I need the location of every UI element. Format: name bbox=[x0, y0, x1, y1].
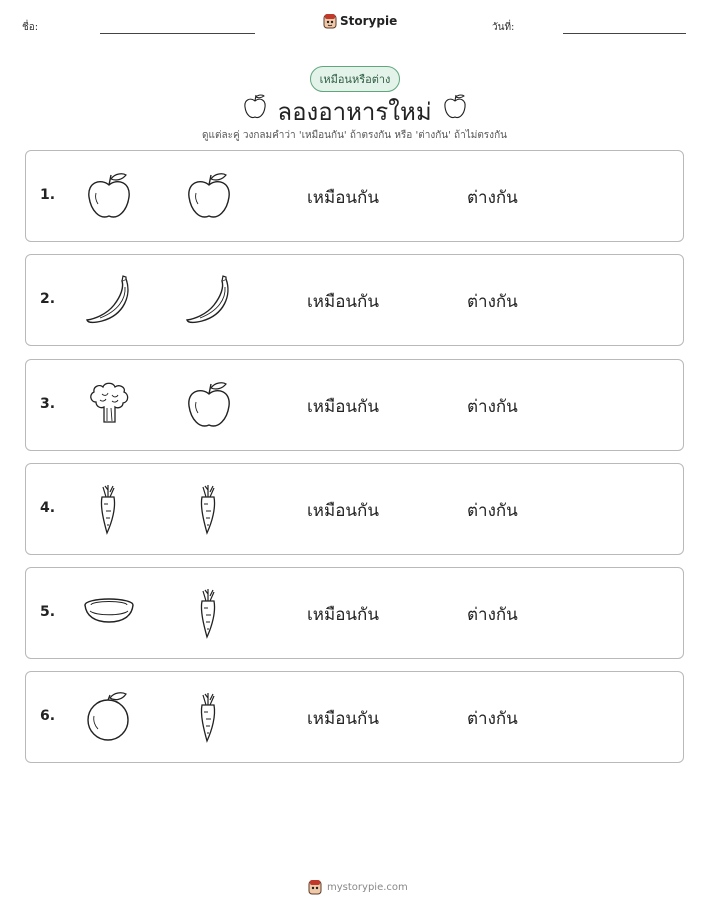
banana-icon bbox=[182, 273, 236, 327]
option-same[interactable]: เหมือนกัน bbox=[307, 605, 379, 625]
banana-icon bbox=[82, 273, 136, 327]
orange-icon bbox=[82, 690, 136, 744]
option-same[interactable]: เหมือนกัน bbox=[307, 292, 379, 312]
question-row bbox=[25, 463, 684, 555]
name-label: ชื่อ: bbox=[22, 22, 39, 33]
carrot-icon bbox=[182, 690, 236, 744]
question-number: 5. bbox=[40, 604, 56, 620]
carrot-icon bbox=[182, 482, 236, 536]
question-number: 3. bbox=[40, 396, 56, 412]
apple-icon bbox=[182, 378, 236, 432]
question-row bbox=[25, 359, 684, 451]
option-different[interactable]: ต่างกัน bbox=[467, 397, 518, 417]
option-different[interactable]: ต่างกัน bbox=[467, 188, 518, 208]
option-different[interactable]: ต่างกัน bbox=[467, 501, 518, 521]
question-row bbox=[25, 567, 684, 659]
carrot-icon bbox=[182, 586, 236, 640]
option-same[interactable]: เหมือนกัน bbox=[307, 709, 379, 729]
worksheet-type-badge: เหมือนหรือต่าง bbox=[310, 66, 400, 92]
name-line[interactable] bbox=[100, 33, 255, 34]
option-different[interactable]: ต่างกัน bbox=[467, 292, 518, 312]
date-line[interactable] bbox=[563, 33, 686, 34]
page-title: ลองอาหารใหม่ bbox=[277, 98, 432, 126]
question-number: 4. bbox=[40, 500, 56, 516]
storypie-mascot-icon bbox=[308, 879, 322, 895]
brand-name: Storypie bbox=[340, 14, 398, 28]
question-number: 2. bbox=[40, 291, 56, 307]
footer bbox=[308, 879, 408, 895]
option-same[interactable]: เหมือนกัน bbox=[307, 397, 379, 417]
carrot-icon bbox=[82, 482, 136, 536]
date-label: วันที่: bbox=[492, 22, 515, 33]
apple-icon bbox=[182, 169, 236, 223]
option-same[interactable]: เหมือนกัน bbox=[307, 501, 379, 521]
bowl-icon bbox=[82, 586, 136, 640]
instructions: ดูแต่ละคู่ วงกลมคำว่า 'เหมือนกัน' ถ้าตรงกัน หรือ 'ต่างกัน' ถ้าไม่ตรงกัน bbox=[202, 130, 507, 141]
apple-icon bbox=[82, 169, 136, 223]
question-row bbox=[25, 671, 684, 763]
footer-url[interactable]: mystorypie.com bbox=[327, 881, 408, 893]
option-different[interactable]: ต่างกัน bbox=[467, 709, 518, 729]
option-different[interactable]: ต่างกัน bbox=[467, 605, 518, 625]
broccoli-icon bbox=[82, 378, 136, 432]
question-row bbox=[25, 150, 684, 242]
storypie-mascot-icon bbox=[323, 13, 337, 29]
question-number: 1. bbox=[40, 187, 56, 203]
question-number: 6. bbox=[40, 708, 56, 724]
brand-logo bbox=[323, 13, 397, 29]
option-same[interactable]: เหมือนกัน bbox=[307, 188, 379, 208]
question-row bbox=[25, 254, 684, 346]
apple-icon bbox=[442, 92, 468, 120]
